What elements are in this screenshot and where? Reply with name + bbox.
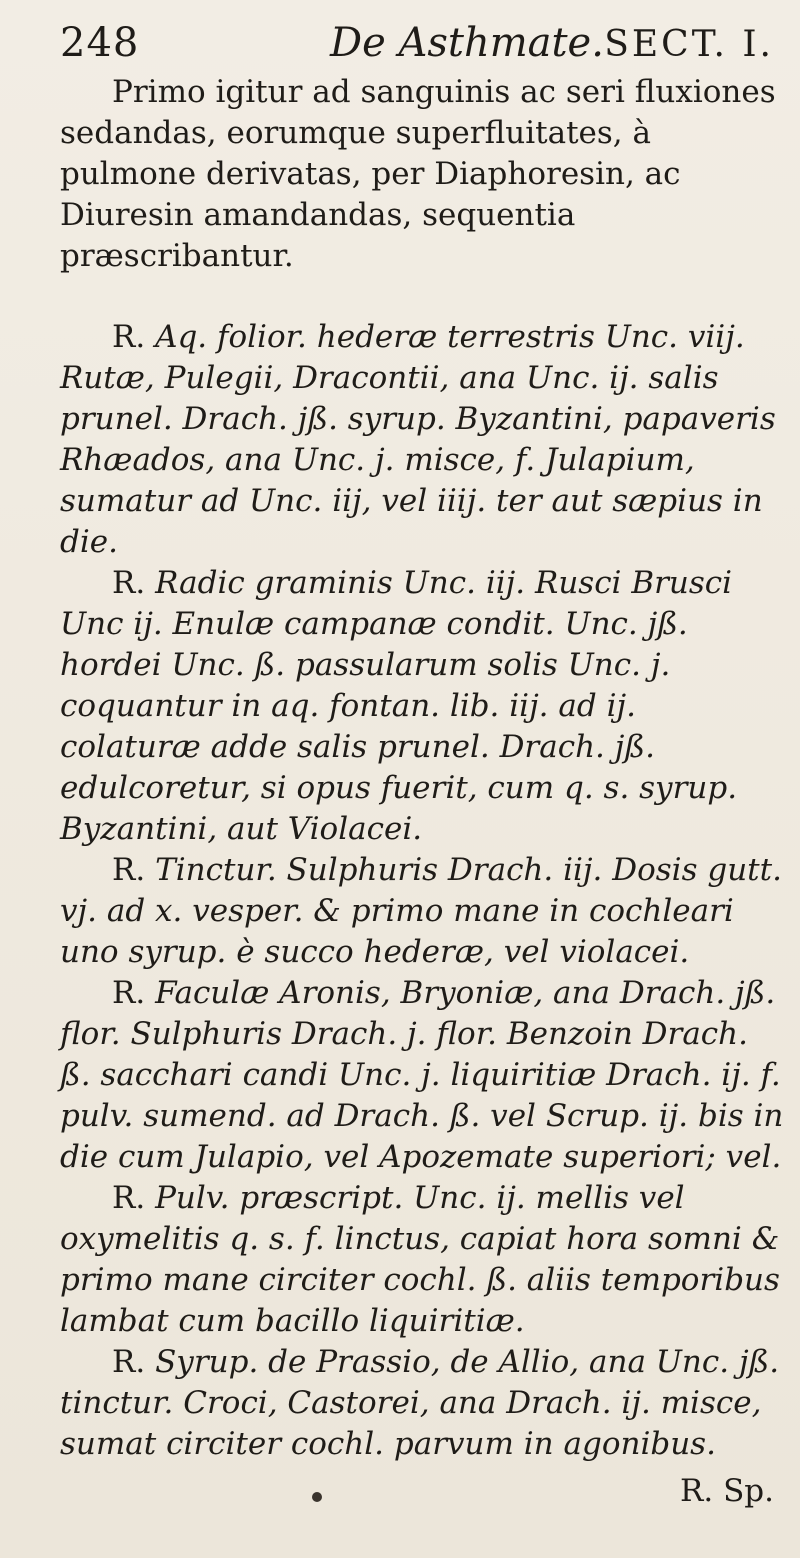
intro-paragraph: Primo igitur ad sanguinis ac seri fluxiones sedandas, eorumque superfluitates, à pulmone derivatas, per Diaphoresin, ac Diuresin amandandas, sequentia præscribantur. [60, 74, 776, 274]
recipe-text: Tinctur. Sulphuris Drach. iij. Dosis gutt. vj. ad x. vesper. & primo mane in cochleari uno syrup. è succo hederæ, vel violacei. [60, 852, 782, 970]
recipe-paragraph [60, 1178, 786, 1342]
recipe-paragraph [60, 850, 786, 973]
recipe-paragraph [60, 563, 786, 850]
page-body [60, 72, 786, 1512]
recipe-text: Faculæ Aronis, Bryoniæ, ana Drach. jß. flor. Sulphuris Drach. j. flor. Benzoin Drach. ß. sacchari candi Unc. j. liquiritiæ Drach. ij. f. pulv. sumend. ad Drach. ß. vel Scrup. ij. bis in die cum Julapio, vel Apozemate superiori; vel. [60, 975, 784, 1175]
recipe-prefix: R. [112, 852, 146, 888]
ink-mark [312, 1492, 322, 1502]
recipe-prefix: R. [112, 319, 146, 355]
recipe-prefix: R. [112, 975, 146, 1011]
running-title: De Asthmate. [330, 20, 604, 66]
signoff: R. Sp. [680, 1473, 774, 1509]
recipe-paragraph [60, 1342, 786, 1465]
recipe-prefix: R. [112, 1180, 146, 1216]
page-number: 248 [60, 20, 140, 66]
recipe-paragraph [60, 973, 786, 1178]
section-label: SECT. I. [604, 24, 774, 65]
recipe-prefix: R. [112, 565, 146, 601]
recipe-paragraph [60, 317, 786, 563]
recipe-text: Radic graminis Unc. iij. Rusci Brusci Unc ij. Enulæ campanæ condit. Unc. jß. hordei Unc. ß. passularum solis Unc. j. coquantur in aq. fontan. lib. iij. ad ij. colaturæ adde salis prunel. Drach. jß. edulcoretur, si opus fuerit, cum q. s. syrup. Byzantini, aut Violacei. [60, 565, 738, 847]
recipe-text: Syrup. de Prassio, de Allio, ana Unc. jß. tinctur. Croci, Castorei, ana Drach. ij. misce, sumat circiter cochl. parvum in agonibus. [60, 1344, 780, 1462]
recipe-text: Aq. folior. hederæ terrestris Unc. viij. Rutæ, Pulegii, Dracontii, ana Unc. ij. salis prunel. Drach. jß. syrup. Byzantini, papaveris Rhæados, ana Unc. j. misce, f. Julapium, sumatur ad Unc. iij, vel iiij. ter aut sæpius in die. [60, 319, 776, 560]
page-header [60, 20, 774, 70]
recipe-prefix: R. [112, 1344, 146, 1380]
recipe-text: Pulv. præscript. Unc. ij. mellis vel oxymelitis q. s. f. linctus, capiat hora somni & primo mane circiter cochl. ß. aliis temporibus lambat cum bacillo liquiritiæ. [60, 1180, 780, 1339]
